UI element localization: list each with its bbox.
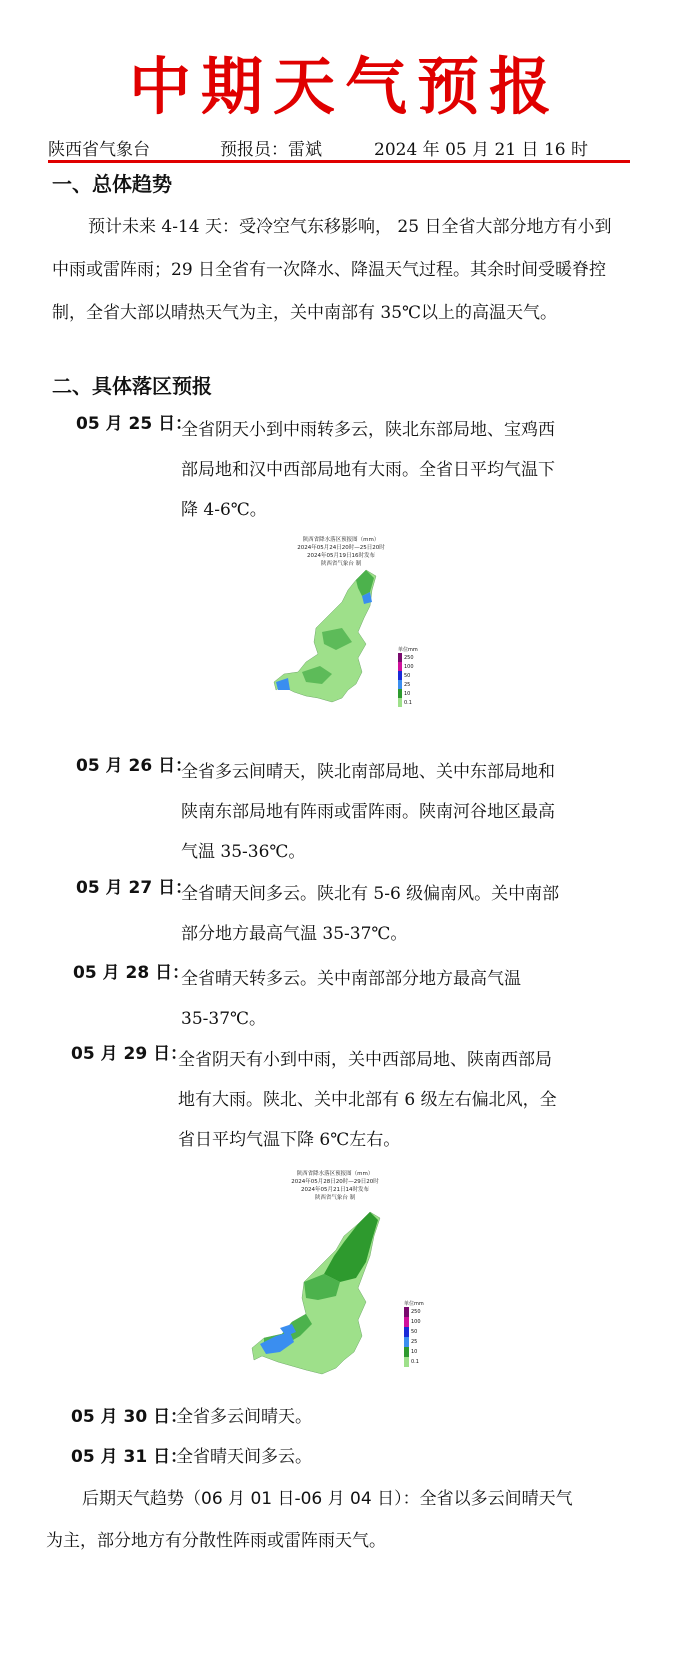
forecast-text: 全省阴天小到中雨转多云，陕北东部局地、宝鸡西 部局地和汉中西部局地有大雨。全省日平均气温下 降 4-6℃。 [181, 420, 555, 520]
overall-trend-body: 预计未来 4-14 天：受冷空气东移影响， 25 日全省大部分地方有小到中雨或雷阵雨；29 日全省有一次降水、降温天气过程。其余时间受暖脊控制，全省大部以晴热天气为主，关中南部有 35℃以上的高温天气。 [52, 217, 612, 323]
map-period: 2024年05月24日20时—25日20时 [297, 545, 385, 551]
forecast-text: 全省晴天间多云。陕北有 5-6 级偏南风。关中南部 部分地方最高气温 35-37℃。 [181, 884, 560, 944]
map-title: 陕西省降水落区预报图（mm） [302, 537, 380, 543]
map-legend [404, 1300, 428, 1367]
legend-label: 250 [404, 654, 414, 661]
forecast-text: 全省阴天有小到中雨，关中西部局地、陕南西部局 地有大雨。陕北、关中北部有 6 级左右偏北风，全 省日平均气温下降 6℃左右。 [178, 1050, 557, 1150]
forecast-text: 全省多云间晴天，陕北南部局地、关中东部局地和 陕南东部局地有阵雨或雷阵雨。陕南河谷地区最高 气温 35-36℃。 [181, 762, 555, 862]
outlook-text: ：全省以多云间晴天气为主，部分地方有分散性阵雨或雷阵雨天气。 [46, 1489, 573, 1551]
legend-label: 50 [411, 1329, 418, 1335]
map-legend [398, 646, 418, 707]
forecast-date: 05 月 28 日： [73, 963, 190, 983]
forecast-date: 05 月 25 日： [76, 414, 193, 434]
map-issued: 2024年05月19日16时发布 [307, 553, 375, 559]
section-heading-detail: 二、具体落区预报 [52, 374, 212, 398]
forecast-date: 05 月 29 日： [71, 1044, 188, 1064]
report-title: 中期天气预报 [128, 50, 561, 123]
forecast-date: 05 月 31 日： [71, 1447, 188, 1467]
legend-title: 单位mm [404, 1301, 424, 1307]
forecast-text: 全省晴天转多云。关中南部部分地方最高气温 35-37℃。 [181, 969, 521, 1029]
map-agency: 陕西省气象台 制 [320, 561, 362, 567]
legend-label: 10 [411, 1349, 418, 1355]
legend-label: 0.1 [411, 1359, 419, 1365]
overall-trend-text [52, 206, 628, 335]
outlook-paragraph [46, 1478, 586, 1562]
precipitation-map-0525 [262, 532, 420, 714]
shaanxi-map-shape [240, 1166, 430, 1390]
legend-label: 100 [411, 1319, 421, 1325]
section-heading-overall: 一、总体趋势 [52, 172, 172, 196]
outlook-label: 后期天气趋势（06 月 01 日-06 月 04 日） [82, 1489, 403, 1509]
map-issued: 2024年05月21日14时发布 [301, 1187, 369, 1193]
header-divider [48, 160, 630, 163]
shaanxi-map-shape [262, 532, 420, 714]
legend-label: 100 [404, 663, 414, 670]
legend-label: 25 [404, 681, 411, 688]
forecaster-name: 预报员：雷斌 [220, 140, 322, 160]
legend-label: 250 [411, 1309, 421, 1315]
agency-name: 陕西省气象台 [48, 140, 150, 160]
legend-label: 25 [411, 1339, 418, 1345]
legend-label: 0.1 [404, 699, 412, 706]
map-agency: 陕西省气象台 制 [314, 1195, 356, 1201]
legend-title: 单位mm [398, 647, 418, 653]
forecast-text: 全省多云间晴天。 [176, 1407, 312, 1427]
forecast-date: 05 月 27 日： [76, 878, 193, 898]
forecast-date: 05 月 30 日： [71, 1407, 188, 1427]
legend-label: 10 [404, 690, 411, 697]
precipitation-map-0529 [240, 1166, 430, 1390]
map-period: 2024年05月28日20时—29日20时 [291, 1179, 379, 1185]
forecast-date: 05 月 26 日： [76, 756, 193, 776]
forecast-text: 全省晴天间多云。 [176, 1447, 312, 1467]
map-title: 陕西省降水落区预报图（mm） [296, 1171, 374, 1177]
issue-date: 2024 年 05 月 21 日 16 时 [374, 140, 588, 160]
legend-label: 50 [404, 672, 411, 679]
